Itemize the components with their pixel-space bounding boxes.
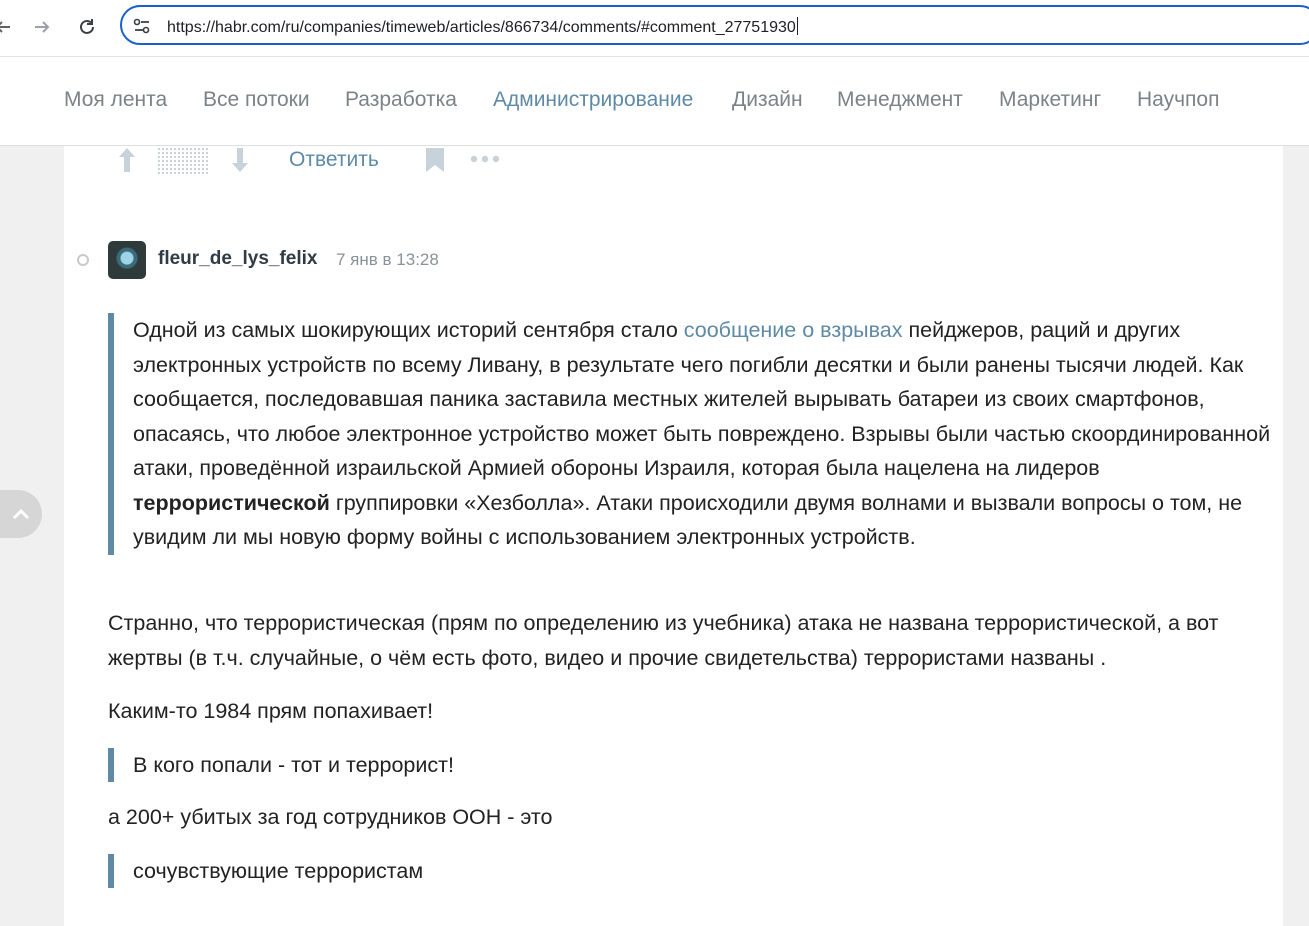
avatar[interactable] <box>108 241 146 279</box>
browser-toolbar <box>0 0 1309 57</box>
vote-down-icon[interactable] <box>229 146 251 174</box>
comment-quote <box>108 854 423 888</box>
comment-quote <box>108 313 1283 555</box>
quote-text: пейджеров, раций и других электронных устройств по всему Ливану, в результате чего погибли десятки и были ранены тысячи людей. Как сообщается, последовавшая паника заставила местных жителей вырывать батареи из своих смартфонов, опасаясь, что любое электронное устройство может быть повреждено. Взрывы были частью скоординированной атаки, проведённой израильской Армией обороны Израиля, которая была нацелена на лидеров <box>133 318 1271 480</box>
thread-line-dot <box>77 254 89 266</box>
vote-up-icon[interactable] <box>116 146 138 174</box>
quote-text: В кого попали - тот и террорист! <box>133 753 454 777</box>
reply-button[interactable]: Ответить <box>289 148 379 171</box>
quote-link[interactable]: сообщение о взрывах <box>683 318 903 342</box>
comment-quote <box>108 748 454 782</box>
rating-hidden-icon <box>158 148 208 174</box>
quote-text: сочувствующие террористам <box>133 859 424 883</box>
more-icon[interactable] <box>470 155 500 163</box>
url-text[interactable]: https://habr.com/ru/companies/timeweb/articles/866734/comments/#comment_27751930 <box>167 19 796 36</box>
hub-development[interactable]: Разработка <box>345 88 457 111</box>
quote-text: группировки «Хезболла». Атаки происходили двумя волнами и вызвали вопросы о том, не увидим ли мы новую форму войны с использованием электронных устройств. <box>133 490 1243 549</box>
reload-icon[interactable] <box>72 12 102 42</box>
chevron-up-icon <box>11 507 31 521</box>
comment-author[interactable]: fleur_de_lys_felix <box>158 248 318 269</box>
comment-paragraph: Каким-то 1984 прям попахивает! <box>108 699 434 723</box>
hub-my-feed[interactable]: Моя лента <box>64 88 168 111</box>
comment-paragraph: а 200+ убитых за год сотрудников ООН - это <box>108 805 553 829</box>
comment-paragraph: Странно, что террористическая (прям по определению из учебника) атака не названа террористической, а вот жертвы (в т.ч. случайные, о чём есть фото, видео и прочие свидетельства) террористами названы . <box>108 611 1219 670</box>
site-info-icon[interactable] <box>132 16 152 36</box>
hub-all-streams[interactable]: Все потоки <box>203 88 310 111</box>
quote-text: Одной из самых шокирующих историй сентября стало <box>133 318 684 342</box>
comment-time[interactable]: 7 янв в 13:28 <box>336 250 439 269</box>
hub-popular-science[interactable]: Научпоп <box>1137 88 1220 111</box>
hubs-nav <box>0 57 1309 146</box>
hub-design[interactable]: Дизайн <box>732 88 803 111</box>
address-bar[interactable] <box>120 5 1309 45</box>
hub-management[interactable]: Менеджмент <box>837 88 963 111</box>
hub-marketing[interactable]: Маркетинг <box>999 88 1102 111</box>
forward-icon[interactable] <box>27 12 57 42</box>
scroll-to-top-button[interactable] <box>0 490 42 538</box>
quote-bold-text: террористической <box>133 490 330 515</box>
back-icon[interactable] <box>0 12 18 42</box>
hub-administration[interactable]: Администрирование <box>493 88 694 111</box>
bookmark-icon[interactable] <box>424 147 446 173</box>
